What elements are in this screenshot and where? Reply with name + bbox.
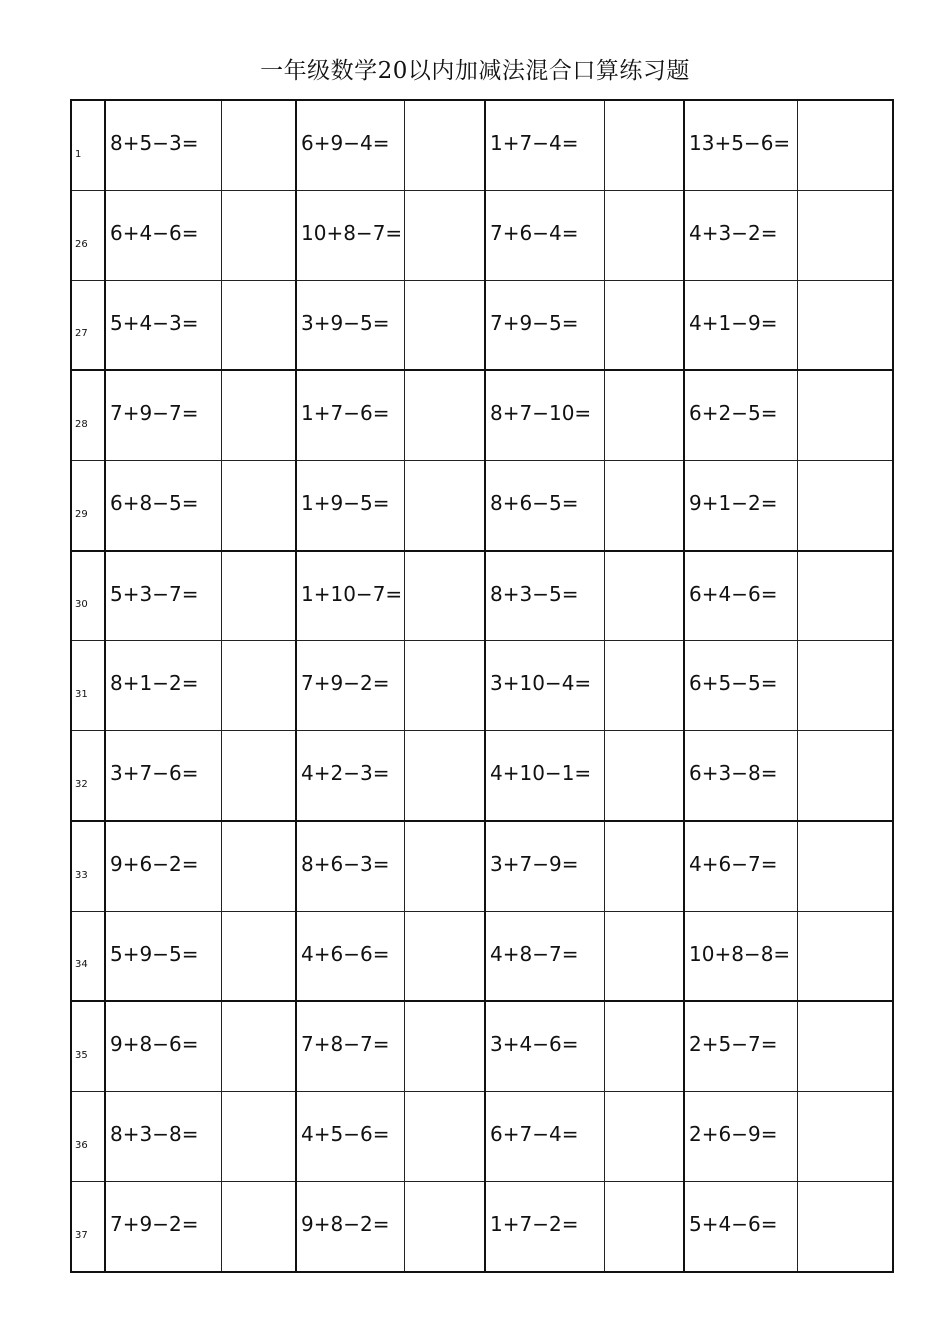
answer-cell[interactable] [404, 641, 485, 731]
problem-expression: 2+6−9= [684, 1092, 797, 1182]
answer-cell[interactable] [604, 821, 684, 911]
answer-cell[interactable] [797, 821, 893, 911]
problem-expression: 6+8−5= [105, 461, 221, 551]
row-number: 29 [71, 461, 105, 551]
row-number: 28 [71, 370, 105, 460]
problem-expression: 8+1−2= [105, 641, 221, 731]
row-number: 36 [71, 1092, 105, 1182]
problem-expression: 5+3−7= [105, 551, 221, 641]
answer-cell[interactable] [797, 280, 893, 370]
table-row [71, 461, 893, 551]
answer-cell[interactable] [797, 100, 893, 190]
answer-cell[interactable] [604, 100, 684, 190]
answer-cell[interactable] [604, 1092, 684, 1182]
problem-expression: 6+7−4= [485, 1092, 604, 1182]
answer-cell[interactable] [797, 370, 893, 460]
problem-expression: 3+7−6= [105, 731, 221, 821]
answer-cell[interactable] [604, 1182, 684, 1272]
answer-cell[interactable] [604, 370, 684, 460]
exercise-rows [71, 100, 893, 1272]
problem-expression: 4+1−9= [684, 280, 797, 370]
problem-expression: 3+7−9= [485, 821, 604, 911]
answer-cell[interactable] [404, 280, 485, 370]
problem-expression: 1+9−5= [296, 461, 404, 551]
table-row [71, 641, 893, 731]
answer-cell[interactable] [404, 370, 485, 460]
answer-cell[interactable] [797, 641, 893, 731]
answer-cell[interactable] [221, 461, 296, 551]
table-row [71, 821, 893, 911]
table-row [71, 280, 893, 370]
table-row [71, 100, 893, 190]
answer-cell[interactable] [797, 190, 893, 280]
answer-cell[interactable] [221, 100, 296, 190]
row-number: 26 [71, 190, 105, 280]
problem-expression: 7+9−7= [105, 370, 221, 460]
answer-cell[interactable] [797, 911, 893, 1001]
table-row [71, 1001, 893, 1091]
answer-cell[interactable] [221, 911, 296, 1001]
problem-expression: 10+8−7= [296, 190, 404, 280]
answer-cell[interactable] [797, 731, 893, 821]
problem-expression: 3+9−5= [296, 280, 404, 370]
row-number: 27 [71, 280, 105, 370]
answer-cell[interactable] [404, 1182, 485, 1272]
problem-expression: 7+9−2= [105, 1182, 221, 1272]
table-row [71, 1182, 893, 1272]
problem-expression: 9+8−2= [296, 1182, 404, 1272]
answer-cell[interactable] [404, 100, 485, 190]
answer-cell[interactable] [797, 1092, 893, 1182]
answer-cell[interactable] [604, 190, 684, 280]
answer-cell[interactable] [604, 461, 684, 551]
problem-expression: 6+3−8= [684, 731, 797, 821]
problem-expression: 2+5−7= [684, 1001, 797, 1091]
answer-cell[interactable] [604, 551, 684, 641]
answer-cell[interactable] [221, 641, 296, 731]
answer-cell[interactable] [797, 1001, 893, 1091]
problem-expression: 6+2−5= [684, 370, 797, 460]
answer-cell[interactable] [221, 731, 296, 821]
exercise-table [70, 99, 894, 1273]
answer-cell[interactable] [404, 461, 485, 551]
table-row [71, 370, 893, 460]
answer-cell[interactable] [797, 1182, 893, 1272]
answer-cell[interactable] [221, 190, 296, 280]
problem-expression: 9+8−6= [105, 1001, 221, 1091]
problem-expression: 3+4−6= [485, 1001, 604, 1091]
problem-expression: 4+6−6= [296, 911, 404, 1001]
table-row [71, 190, 893, 280]
problem-expression: 4+3−2= [684, 190, 797, 280]
answer-cell[interactable] [404, 911, 485, 1001]
table-row [71, 1092, 893, 1182]
answer-cell[interactable] [797, 551, 893, 641]
problem-expression: 1+7−6= [296, 370, 404, 460]
problem-expression: 5+9−5= [105, 911, 221, 1001]
problem-expression: 4+10−1= [485, 731, 604, 821]
answer-cell[interactable] [221, 280, 296, 370]
answer-cell[interactable] [404, 190, 485, 280]
answer-cell[interactable] [404, 551, 485, 641]
answer-cell[interactable] [604, 280, 684, 370]
problem-expression: 1+10−7= [296, 551, 404, 641]
answer-cell[interactable] [797, 461, 893, 551]
problem-expression: 9+1−2= [684, 461, 797, 551]
row-number: 32 [71, 731, 105, 821]
problem-expression: 5+4−3= [105, 280, 221, 370]
problem-expression: 6+4−6= [105, 190, 221, 280]
answer-cell[interactable] [221, 370, 296, 460]
problem-expression: 4+8−7= [485, 911, 604, 1001]
answer-cell[interactable] [221, 1182, 296, 1272]
row-number: 33 [71, 821, 105, 911]
problem-expression: 7+6−4= [485, 190, 604, 280]
problem-expression: 9+6−2= [105, 821, 221, 911]
problem-expression: 6+4−6= [684, 551, 797, 641]
problem-expression: 8+3−8= [105, 1092, 221, 1182]
row-number: 37 [71, 1182, 105, 1272]
table-row [71, 731, 893, 821]
answer-cell[interactable] [404, 1092, 485, 1182]
answer-cell[interactable] [604, 641, 684, 731]
problem-expression: 7+8−7= [296, 1001, 404, 1091]
row-number: 30 [71, 551, 105, 641]
row-number: 35 [71, 1001, 105, 1091]
problem-expression: 4+2−3= [296, 731, 404, 821]
row-number: 31 [71, 641, 105, 731]
problem-expression: 8+7−10= [485, 370, 604, 460]
answer-cell[interactable] [604, 731, 684, 821]
answer-cell[interactable] [221, 821, 296, 911]
problem-expression: 1+7−4= [485, 100, 604, 190]
answer-cell[interactable] [604, 911, 684, 1001]
answer-cell[interactable] [404, 1001, 485, 1091]
problem-expression: 5+4−6= [684, 1182, 797, 1272]
row-number: 1 [71, 100, 105, 190]
answer-cell[interactable] [221, 1092, 296, 1182]
problem-expression: 8+3−5= [485, 551, 604, 641]
problem-expression: 3+10−4= [485, 641, 604, 731]
table-row [71, 551, 893, 641]
problem-expression: 4+6−7= [684, 821, 797, 911]
problem-expression: 8+5−3= [105, 100, 221, 190]
answer-cell[interactable] [221, 551, 296, 641]
problem-expression: 6+9−4= [296, 100, 404, 190]
row-number: 34 [71, 911, 105, 1001]
answer-cell[interactable] [221, 1001, 296, 1091]
problem-expression: 10+8−8= [684, 911, 797, 1001]
problem-expression: 4+5−6= [296, 1092, 404, 1182]
problem-expression: 7+9−5= [485, 280, 604, 370]
answer-cell[interactable] [404, 731, 485, 821]
worksheet-title: 一年级数学20以内加减法混合口算练习题 [260, 58, 690, 84]
problem-expression: 6+5−5= [684, 641, 797, 731]
problem-expression: 8+6−3= [296, 821, 404, 911]
problem-expression: 1+7−2= [485, 1182, 604, 1272]
problem-expression: 8+6−5= [485, 461, 604, 551]
answer-cell[interactable] [604, 1001, 684, 1091]
problem-expression: 7+9−2= [296, 641, 404, 731]
answer-cell[interactable] [404, 821, 485, 911]
table-row [71, 911, 893, 1001]
problem-expression: 13+5−6= [684, 100, 797, 190]
